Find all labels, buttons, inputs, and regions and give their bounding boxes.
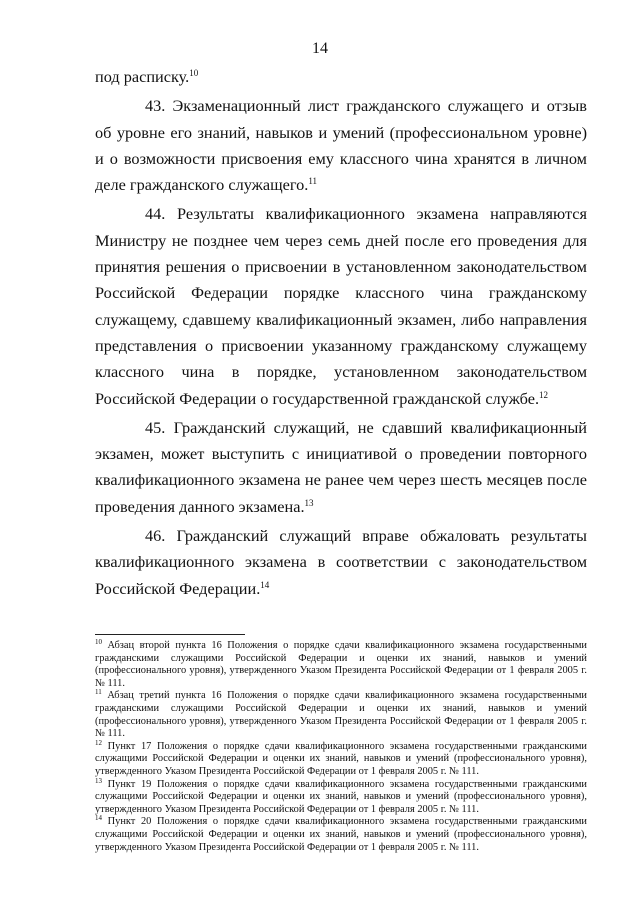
footnotes bbox=[95, 640, 587, 854]
footnote-14 bbox=[95, 816, 587, 854]
paragraph-text: 46. Гражданский служащий вправе обжаловать результаты квалификационного экзамена в соответствии с законодательством Российской Федерации. bbox=[95, 526, 587, 598]
page-number: 14 bbox=[312, 40, 328, 57]
footnote-10 bbox=[95, 640, 587, 690]
footnote-number: 12 bbox=[95, 738, 102, 747]
footnote-ref: 10 bbox=[189, 68, 199, 78]
footnote-number: 14 bbox=[95, 814, 102, 823]
footnote-text: Пункт 20 Положения о порядке сдачи квалификационного экзамена государственными гражданскими служащими Российской Федерации и оценки их знаний, навыков и умений (профессионального уровня), утвержденного Указом Президента Российской Федерации от 1 февраля 2005 г. № 111. bbox=[95, 816, 587, 853]
paragraph-46 bbox=[95, 523, 587, 602]
paragraph-text: 45. Гражданский служащий, не сдавший квалификационный экзамен, может выступить с инициативой о проведении повторного квалификационного экзамена не ранее чем через шесть месяцев после проведения данного экзамена. bbox=[95, 417, 587, 516]
footnote-ref: 11 bbox=[308, 176, 318, 187]
footnote-text: Абзац третий пункта 16 Положения о порядке сдачи квалификационного экзамена государственными гражданскими служащими Российской Федерации и оценки их знаний, навыков и умений (профессионального уровня), утвержденного Указом Президента Российской Федерации от 1 февраля 2005 г. № 111. bbox=[95, 690, 587, 740]
footnote-text: Пункт 19 Положения о порядке сдачи квалификационного экзамена государственными гражданскими служащими Российской Федерации и оценки их знаний, навыков и умений (профессионального уровня), утвержденного Указом Президента Российской Федерации от 1 февраля 2005 г. № 111. bbox=[95, 778, 587, 815]
body-text bbox=[95, 64, 587, 602]
footnote-ref: 12 bbox=[539, 389, 549, 400]
paragraph-44 bbox=[95, 201, 587, 411]
footnote-ref: 13 bbox=[304, 497, 314, 508]
footnote-number: 11 bbox=[95, 688, 102, 697]
footnote-text: Пункт 17 Положения о порядке сдачи квалификационного экзамена государственными гражданскими служащими Российской Федерации и оценки их знаний, навыков и умений (профессионального уровня), утвержденного Указом Президента Российской Федерации от 1 февраля 2005 г. № 111. bbox=[95, 740, 587, 777]
paragraph-text: 44. Результаты квалификационного экзамена направляются Министру не позднее чем через семь дней после его проведения для принятия решения о присвоении в установленном законодательством Российской Федерации порядке классного чина гражданскому служащему, сдавшему квалификационный экзамен, либо направления представления о присвоении указанному гражданскому служащему классного чина в порядке, установленном законодательством Российской Федерации о государственной гражданской службе. bbox=[95, 204, 587, 408]
continuation-line bbox=[95, 64, 587, 90]
footnote-ref: 14 bbox=[260, 579, 270, 590]
footnote-11 bbox=[95, 690, 587, 740]
paragraph-text: 43. Экзаменационный лист гражданского служащего и отзыв об уровне его знаний, навыков и умений (профессиональном уровне) и о возможности присвоения ему классного чина хранятся в личном деле гражданского служащего. bbox=[95, 96, 587, 195]
footnote-13 bbox=[95, 776, 587, 817]
footnote-number: 10 bbox=[95, 638, 102, 646]
footnote-text: Абзац второй пункта 16 Положения о порядке сдачи квалификационного экзамена государственными гражданскими служащими Российской Федерации и оценки их знаний, навыков и умений (профессионального уровня), утвержденного Указом Президента Российской Федерации от 1 февраля 2005 г. № 111. bbox=[95, 640, 587, 689]
footnote-number: 13 bbox=[95, 776, 102, 785]
paragraph-43 bbox=[95, 93, 587, 198]
footnote-12 bbox=[95, 738, 587, 779]
paragraph-45 bbox=[95, 415, 587, 520]
footnote-separator bbox=[95, 634, 245, 635]
continuation-text: под расписку. bbox=[95, 67, 190, 86]
